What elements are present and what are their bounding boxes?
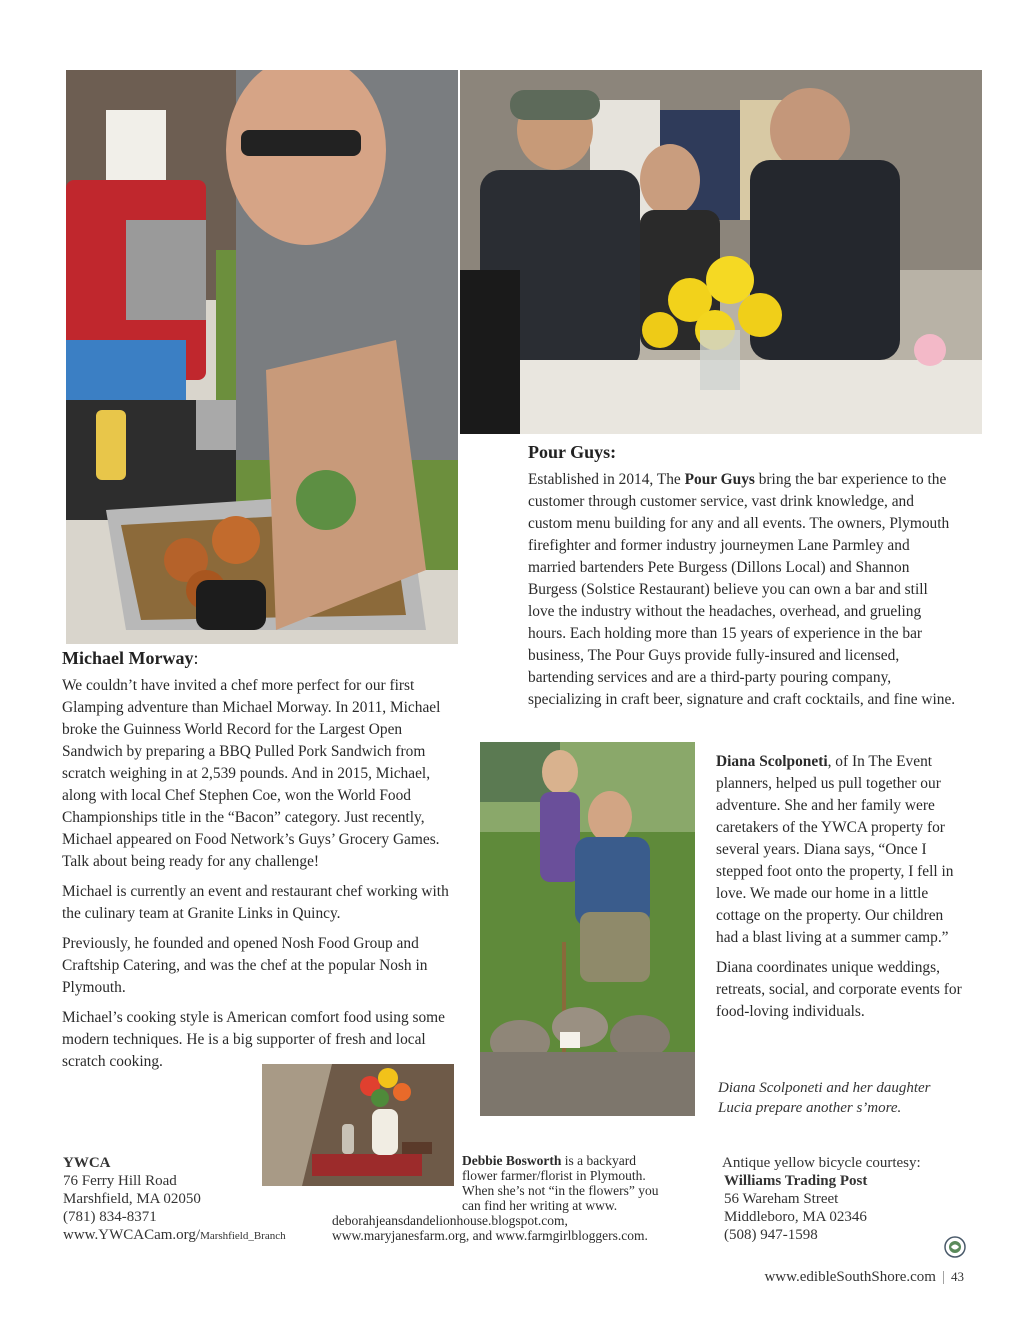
diana-paragraph-1 (716, 751, 962, 949)
pour-guys-photo (460, 70, 982, 434)
page-number: 43 (951, 1269, 964, 1284)
michael-paragraph-3: Previously, he founded and opened Nosh Food Group and Craftship Catering, and was the chef at the popular Nosh in Plymouth. (62, 935, 428, 996)
ywca-url-suffix: Marshfield_Branch (200, 1230, 286, 1242)
pour-guys-text-before: Established in 2014, The (528, 471, 685, 488)
bicycle-phone: (508) 947-1598 (724, 1227, 818, 1243)
footer-url[interactable]: www.edibleSouthShore.com (764, 1269, 936, 1285)
michael-paragraph-4: Michael’s cooking style is American comfort food using some modern techniques. He is a big supporter of fresh and local scratch cooking. (62, 1009, 445, 1070)
debbie-credit (462, 1153, 667, 1213)
debbie-name: Debbie Bosworth (462, 1153, 562, 1168)
diana-name: Diana Scolponeti (716, 753, 828, 770)
ywca-contact (63, 1154, 286, 1245)
diana-photo (480, 742, 695, 1116)
debbie-text: is a backyard flower farmer/florist in Plymouth. When she’s not “in the flowers” you can find her writing at www. (462, 1153, 659, 1213)
debbie-links: deborahjeansdandelionhouse.blogspot.com, www.maryjanesfarm.org, and www.farmgirlbloggers.com. (332, 1213, 648, 1243)
michael-heading-colon: : (193, 648, 199, 668)
ywca-address-line-1: 76 Ferry Hill Road (63, 1173, 177, 1189)
ywca-address-line-2: Marshfield, MA 02050 (63, 1191, 201, 1207)
bicycle-store-name: Williams Trading Post (724, 1173, 868, 1189)
michael-heading-text: Michael Morway (62, 648, 194, 668)
michael-heading (62, 648, 198, 669)
edible-logo-icon (944, 1236, 966, 1258)
bicycle-courtesy: Antique yellow bicycle courtesy: (722, 1155, 921, 1171)
pour-guys-body (528, 469, 958, 719)
diana-text-after: , of In The Event planners, helped us pull together our adventure. She and her family were caretakers of the YWCA property for several years. Diana says, “Once I stepped foot onto the property, I fell in love. We made our home in a little cottage on the property. Our children had a blast living at a summer camp.” (716, 753, 954, 946)
chef-photo (66, 70, 458, 644)
pour-guys-heading: Pour Guys: (528, 442, 617, 462)
michael-paragraph-1: We couldn’t have invited a chef more perfect for our first Glamping adventure than Michael Morway. In 2011, Michael broke the Guinness World Record for the Largest Open Sandwich by preparing a BBQ Pulled Pork Sandwich from scratch weighing in at 2,539 pounds. And in 2015, Michael, along with local Chef Stephen Coe, won the World Food Championships title in the “Bacon” category. Just recently, Michael appeared on Food Network’s Guys’ Grocery Games. Talk about being ready for any challenge! (62, 677, 441, 870)
tent-table-photo (262, 1064, 454, 1186)
pour-guys-name: Pour Guys (684, 471, 755, 488)
michael-paragraph-2: Michael is currently an event and restaurant chef working with the culinary team at Granite Links in Quincy. (62, 883, 449, 922)
bicycle-address-line-1: 56 Wareham Street (724, 1191, 839, 1207)
diana-caption: Diana Scolponeti and her daughter Lucia prepare another s’more. (718, 1080, 931, 1116)
diana-paragraph-2: Diana coordinates unique weddings, retreats, social, and corporate events for food-loving individuals. (716, 959, 962, 1020)
footer-separator: | (941, 1269, 945, 1285)
bicycle-address-line-2: Middleboro, MA 02346 (724, 1209, 867, 1225)
ywca-phone: (781) 834-8371 (63, 1209, 157, 1225)
pour-guys-paragraph (528, 469, 958, 711)
michael-body (62, 675, 464, 1081)
pour-guys-text-after: bring the bar experience to the customer through customer service, vast drink knowledge, and custom menu building for any and all events. The owners, Plymouth firefighter and former industry journeymen Lane Parmley and married bartenders Pete Burgess (Dillons Local) and Shannon Burgess (Solstice Restaurant) believe you can own a bar and still love the industry without the headaches, overhead, and grueling hours. Each holding more than 15 years of experience in the bar business, The Pour Guys provide fully-insured and licensed, bartending services and are a third-party pouring company, specializing in craft beer, signature and craft cocktails, and fine wine. (528, 471, 956, 708)
diana-body (716, 751, 962, 1031)
ywca-name: YWCA (63, 1155, 111, 1171)
bicycle-credit (722, 1154, 921, 1244)
page-footer (764, 1269, 964, 1286)
ywca-url-main: www.YWCACam.org/ (63, 1227, 201, 1243)
ywca-url[interactable] (63, 1226, 286, 1245)
